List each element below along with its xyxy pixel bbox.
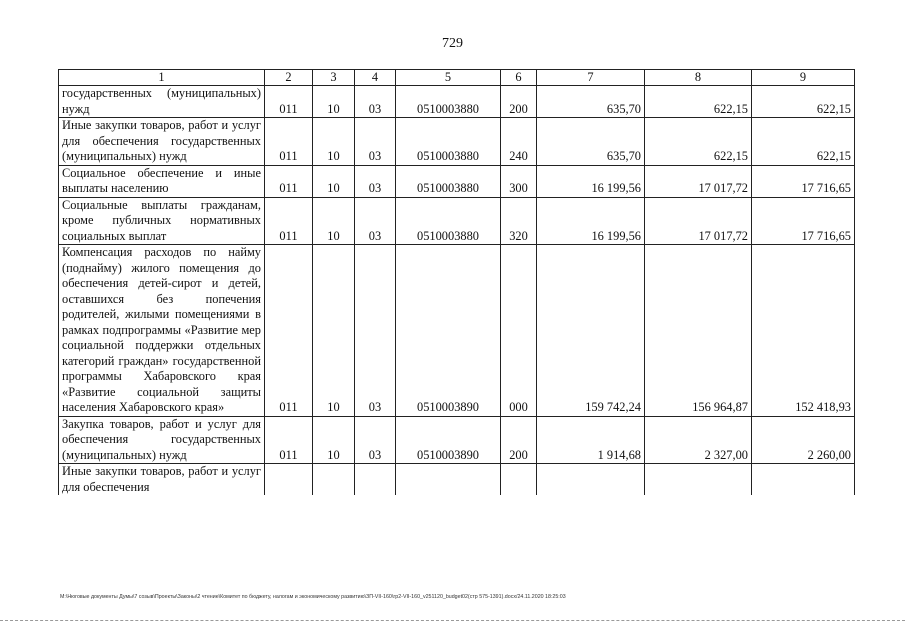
cell-c6: 300: [501, 165, 537, 197]
cell-c2: 011: [265, 165, 313, 197]
cell-c6: 240: [501, 118, 537, 166]
header-row: [59, 70, 855, 86]
cell-c2: 011: [265, 197, 313, 245]
cell-c6: 320: [501, 197, 537, 245]
cell-c7: 1 914,68: [537, 416, 645, 464]
cell-c6: [501, 464, 537, 496]
cell-c8: 622,15: [645, 118, 752, 166]
cell-c5: 0510003890: [396, 245, 501, 417]
cell-c3: 10: [313, 86, 355, 118]
cell-c4: 03: [355, 197, 396, 245]
cell-c2: [265, 464, 313, 496]
col-header: 6: [501, 70, 537, 86]
cell-c2: 011: [265, 245, 313, 417]
row-name: государственных (муниципальных) нужд: [59, 86, 265, 118]
col-header: 3: [313, 70, 355, 86]
cell-c7: 159 742,24: [537, 245, 645, 417]
cell-c8: [645, 464, 752, 496]
cell-c9: 622,15: [752, 118, 855, 166]
col-header: 4: [355, 70, 396, 86]
cell-c8: 622,15: [645, 86, 752, 118]
table-row: [59, 165, 855, 197]
cell-c6: 200: [501, 86, 537, 118]
col-header: 8: [645, 70, 752, 86]
cell-c4: 03: [355, 245, 396, 417]
col-header: 9: [752, 70, 855, 86]
cell-c7: [537, 464, 645, 496]
col-header: 5: [396, 70, 501, 86]
table-row: [59, 245, 855, 417]
cell-c7: 16 199,56: [537, 197, 645, 245]
cell-c8: 17 017,72: [645, 165, 752, 197]
table-row: [59, 416, 855, 464]
col-header: 7: [537, 70, 645, 86]
cell-c2: 011: [265, 86, 313, 118]
col-header: 1: [59, 70, 265, 86]
table-row-continued: [59, 464, 855, 496]
cell-c9: 17 716,65: [752, 165, 855, 197]
cell-c4: 03: [355, 118, 396, 166]
cell-c3: 10: [313, 416, 355, 464]
cell-c5: [396, 464, 501, 496]
cell-c8: 156 964,87: [645, 245, 752, 417]
page-bottom-divider: [0, 620, 905, 621]
cell-c9: 17 716,65: [752, 197, 855, 245]
cell-c6: 000: [501, 245, 537, 417]
table-row: [59, 197, 855, 245]
cell-c9: 152 418,93: [752, 245, 855, 417]
cell-c4: [355, 464, 396, 496]
cell-c7: 635,70: [537, 86, 645, 118]
table-row: [59, 86, 855, 118]
row-name: Закупка товаров, работ и услуг для обеспечения государственных (муниципальных) нужд: [59, 416, 265, 464]
cell-c6: 200: [501, 416, 537, 464]
cell-c8: 17 017,72: [645, 197, 752, 245]
row-name: Компенсация расходов по найму (поднайму) жилого помещения до обеспечения детей-сирот и детей, оставшихся без попечения родителей, жилыми помещениями в рамках подпрограммы «Развитие мер социальной поддержки отдельных категорий граждан» государственной программы Хабаровского края «Развитие социальной защиты населения Хабаровского края»: [59, 245, 265, 417]
cell-c7: 635,70: [537, 118, 645, 166]
cell-c4: 03: [355, 416, 396, 464]
footer-file-path: M:\Нюговые документы Думы\7 созыв\Проекты\Законы\2 чтение\Комитет по бюджету, налогам и экономическому развитию\ЗП-VII-160\гр2-VII-160_v251120_budget02(стр 575-1391).docx/24.11.2020 18:25:03: [60, 594, 566, 600]
cell-c4: 03: [355, 165, 396, 197]
cell-c9: 2 260,00: [752, 416, 855, 464]
cell-c3: 10: [313, 165, 355, 197]
cell-c3: 10: [313, 245, 355, 417]
col-header: 2: [265, 70, 313, 86]
cell-c9: 622,15: [752, 86, 855, 118]
cell-c5: 0510003880: [396, 118, 501, 166]
cell-c8: 2 327,00: [645, 416, 752, 464]
row-name: Социальные выплаты гражданам, кроме публичных нормативных социальных выплат: [59, 197, 265, 245]
cell-c3: 10: [313, 118, 355, 166]
page-number: 729: [442, 36, 463, 51]
row-name: Иные закупки товаров, работ и услуг для обеспечения: [59, 464, 265, 496]
cell-c5: 0510003880: [396, 165, 501, 197]
row-name: Социальное обеспечение и иные выплаты населению: [59, 165, 265, 197]
cell-c9: [752, 464, 855, 496]
cell-c2: 011: [265, 118, 313, 166]
cell-c3: [313, 464, 355, 496]
row-name: Иные закупки товаров, работ и услуг для обеспечения государственных (муниципальных) нужд: [59, 118, 265, 166]
cell-c5: 0510003880: [396, 86, 501, 118]
cell-c2: 011: [265, 416, 313, 464]
cell-c4: 03: [355, 86, 396, 118]
table-row: [59, 118, 855, 166]
cell-c5: 0510003890: [396, 416, 501, 464]
budget-table: [58, 69, 855, 495]
cell-c5: 0510003880: [396, 197, 501, 245]
cell-c3: 10: [313, 197, 355, 245]
cell-c7: 16 199,56: [537, 165, 645, 197]
